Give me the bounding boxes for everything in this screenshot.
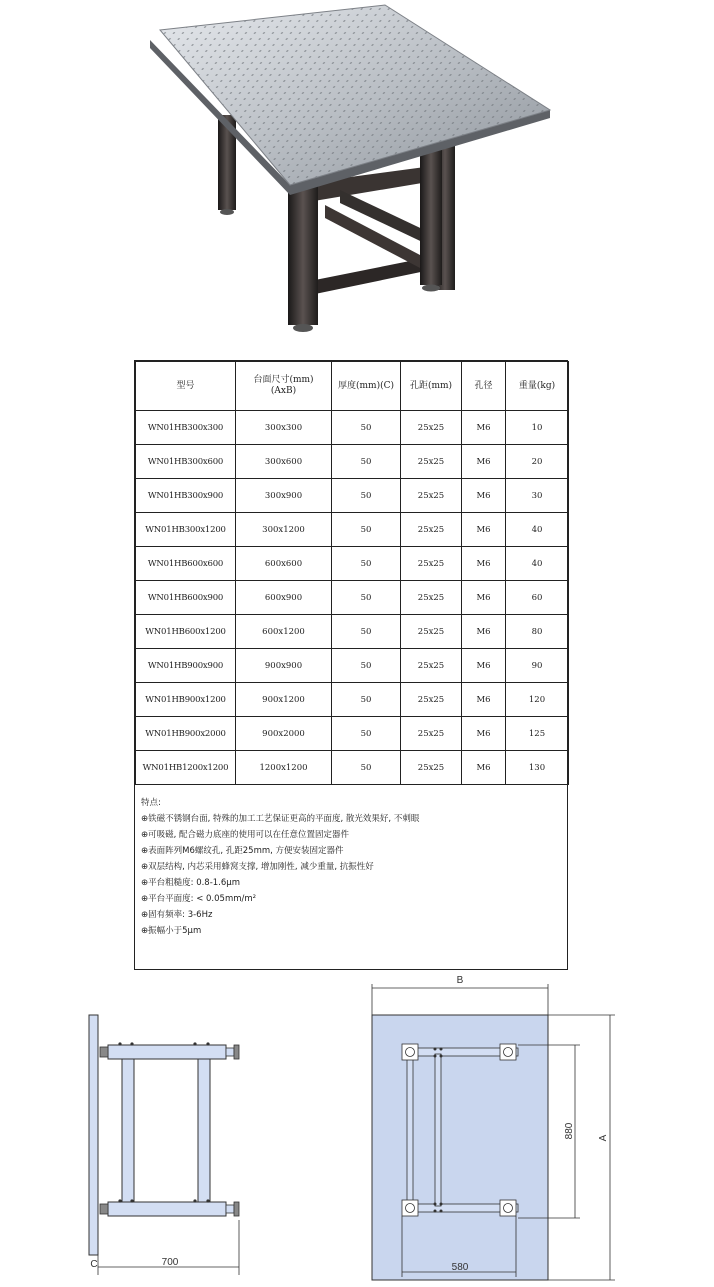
feature-item: ⊕振幅小于5μm — [141, 926, 202, 936]
top-880-label: 880 — [564, 1122, 575, 1140]
features-title: 特点: — [141, 798, 161, 808]
feature-item: ⊕固有频率: 3-6Hz — [141, 910, 213, 920]
cell-thickness: 50 — [332, 581, 401, 615]
cell-size: 600x900 — [236, 581, 332, 615]
table-row — [136, 479, 569, 513]
cell-thickness: 50 — [332, 547, 401, 581]
cell-weight: 130 — [506, 751, 569, 785]
cell-model: WN01HB900x1200 — [136, 683, 236, 717]
cell-hole: M6 — [462, 649, 506, 683]
optical-table-photo — [140, 0, 560, 345]
table-row — [136, 649, 569, 683]
cell-size: 900x1200 — [236, 683, 332, 717]
side-width-label: 700 — [161, 1257, 179, 1268]
cell-size: 300x600 — [236, 445, 332, 479]
header-size — [236, 362, 332, 411]
cell-hole: M6 — [462, 445, 506, 479]
cell-size: 900x2000 — [236, 717, 332, 751]
cell-thickness: 50 — [332, 411, 401, 445]
cell-model: WN01HB600x600 — [136, 547, 236, 581]
cell-model: WN01HB900x900 — [136, 649, 236, 683]
header-weight: 重量(kg) — [506, 362, 569, 411]
feature-item: ⊕铁磁不锈钢台面, 特殊的加工工艺保证更高的平面度, 散光效果好, 不刺眼 — [141, 814, 420, 824]
feature-item: ⊕可吸磁, 配合磁力底座的使用可以在任意位置固定器件 — [141, 830, 350, 840]
table-row — [136, 513, 569, 547]
table-header-row — [136, 362, 569, 411]
side-view-drawing — [80, 1005, 250, 1285]
top-view-drawing — [365, 970, 625, 1287]
cell-pitch: 25x25 — [401, 479, 462, 513]
header-hole: 孔径 — [462, 362, 506, 411]
feature-item: ⊕表面阵列M6螺纹孔, 孔距25mm, 方便安装固定器件 — [141, 846, 344, 856]
table-row — [136, 411, 569, 445]
cell-thickness: 50 — [332, 479, 401, 513]
cell-weight: 10 — [506, 411, 569, 445]
cell-hole: M6 — [462, 547, 506, 581]
cell-size: 300x900 — [236, 479, 332, 513]
spec-table — [134, 360, 568, 970]
top-b-label: B — [456, 975, 464, 986]
cell-hole: M6 — [462, 581, 506, 615]
cell-weight: 40 — [506, 547, 569, 581]
cell-pitch: 25x25 — [401, 411, 462, 445]
table-row — [136, 683, 569, 717]
cell-thickness: 50 — [332, 649, 401, 683]
cell-pitch: 25x25 — [401, 751, 462, 785]
cell-size: 600x1200 — [236, 615, 332, 649]
cell-model: WN01HB600x1200 — [136, 615, 236, 649]
cell-size: 300x300 — [236, 411, 332, 445]
cell-weight: 125 — [506, 717, 569, 751]
cell-size: 1200x1200 — [236, 751, 332, 785]
table-row — [136, 581, 569, 615]
header-size-line2: (AxB) — [270, 386, 297, 396]
cell-hole: M6 — [462, 411, 506, 445]
cell-model: WN01HB300x600 — [136, 445, 236, 479]
cell-hole: M6 — [462, 615, 506, 649]
cell-weight: 30 — [506, 479, 569, 513]
cell-model: WN01HB900x2000 — [136, 717, 236, 751]
feature-item: ⊕双层结构, 内芯采用蜂窝支撑, 增加刚性, 减少重量, 抗振性好 — [141, 862, 374, 872]
cell-thickness: 50 — [332, 751, 401, 785]
cell-thickness: 50 — [332, 717, 401, 751]
header-model: 型号 — [136, 362, 236, 411]
cell-pitch: 25x25 — [401, 683, 462, 717]
cell-hole: M6 — [462, 479, 506, 513]
cell-weight: 80 — [506, 615, 569, 649]
cell-pitch: 25x25 — [401, 547, 462, 581]
top-580-label: 580 — [451, 1262, 469, 1273]
table-row — [136, 615, 569, 649]
cell-thickness: 50 — [332, 683, 401, 717]
cell-model: WN01HB1200x1200 — [136, 751, 236, 785]
features-section — [135, 785, 567, 939]
cell-model: WN01HB600x900 — [136, 581, 236, 615]
cell-weight: 120 — [506, 683, 569, 717]
table-row — [136, 547, 569, 581]
header-size-line1: 台面尺寸(mm) — [253, 375, 314, 385]
feature-item: ⊕平台平面度: < 0.05mm/m² — [141, 894, 257, 904]
cell-model: WN01HB300x300 — [136, 411, 236, 445]
cell-hole: M6 — [462, 751, 506, 785]
cell-hole: M6 — [462, 513, 506, 547]
side-c-label: C — [90, 1259, 98, 1270]
cell-thickness: 50 — [332, 513, 401, 547]
cell-thickness: 50 — [332, 615, 401, 649]
cell-weight: 60 — [506, 581, 569, 615]
header-thickness: 厚度(mm)(C) — [332, 362, 401, 411]
table-row — [136, 717, 569, 751]
cell-pitch: 25x25 — [401, 513, 462, 547]
cell-pitch: 25x25 — [401, 717, 462, 751]
cell-weight: 90 — [506, 649, 569, 683]
top-a-label: A — [598, 1134, 609, 1142]
feature-item: ⊕平台粗糙度: 0.8-1.6μm — [141, 878, 240, 888]
cell-pitch: 25x25 — [401, 445, 462, 479]
cell-size: 600x600 — [236, 547, 332, 581]
cell-weight: 40 — [506, 513, 569, 547]
cell-model: WN01HB300x900 — [136, 479, 236, 513]
cell-weight: 20 — [506, 445, 569, 479]
cell-size: 300x1200 — [236, 513, 332, 547]
cell-pitch: 25x25 — [401, 581, 462, 615]
cell-pitch: 25x25 — [401, 649, 462, 683]
cell-pitch: 25x25 — [401, 615, 462, 649]
cell-thickness: 50 — [332, 445, 401, 479]
table-row — [136, 445, 569, 479]
table-row — [136, 751, 569, 785]
cell-hole: M6 — [462, 683, 506, 717]
cell-model: WN01HB300x1200 — [136, 513, 236, 547]
header-pitch: 孔距(mm) — [401, 362, 462, 411]
cell-size: 900x900 — [236, 649, 332, 683]
cell-hole: M6 — [462, 717, 506, 751]
